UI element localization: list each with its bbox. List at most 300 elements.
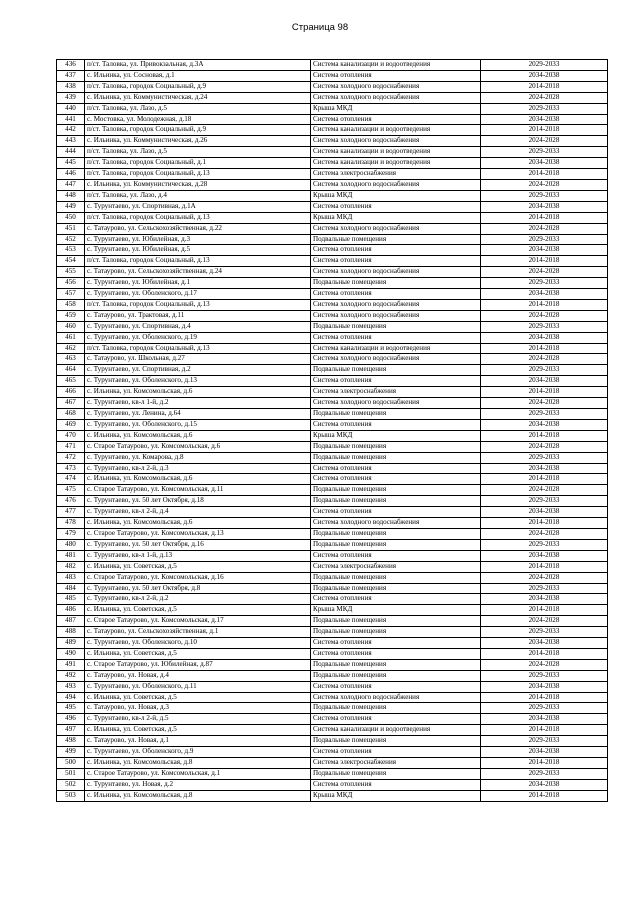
address-cell: с. Ильинка, ул. Комсомольская, д.6 <box>85 430 311 441</box>
table-row <box>57 528 608 539</box>
period-cell: 2024-2028 <box>481 310 608 321</box>
system-cell: Система холодного водоснабжения <box>311 81 481 92</box>
row-number-cell: 458 <box>57 299 85 310</box>
address-cell: с. Татаурово, ул. Сельскохозяйственная, д.24 <box>85 267 311 278</box>
row-number-cell: 471 <box>57 441 85 452</box>
row-number-cell: 488 <box>57 627 85 638</box>
system-cell: Система холодного водоснабжения <box>311 299 481 310</box>
table-row <box>57 365 608 376</box>
row-number-cell: 473 <box>57 463 85 474</box>
period-cell: 2029-2033 <box>481 452 608 463</box>
address-cell: с. Ильинка, ул. Советская, д.5 <box>85 561 311 572</box>
table-row <box>57 321 608 332</box>
row-number-cell: 437 <box>57 70 85 81</box>
table-row <box>57 92 608 103</box>
system-cell: Система отопления <box>311 550 481 561</box>
table-row <box>57 583 608 594</box>
row-number-cell: 472 <box>57 452 85 463</box>
table-row <box>57 147 608 158</box>
period-cell: 2029-2033 <box>481 539 608 550</box>
period-cell: 2034-2038 <box>481 747 608 758</box>
table-row <box>57 125 608 136</box>
period-cell: 2034-2038 <box>481 158 608 169</box>
period-cell: 2034-2038 <box>481 245 608 256</box>
system-cell: Система холодного водоснабжения <box>311 136 481 147</box>
address-cell: с. Турунтаево, ул. Юбилейная, д.3 <box>85 234 311 245</box>
row-number-cell: 444 <box>57 147 85 158</box>
system-cell: Система холодного водоснабжения <box>311 354 481 365</box>
period-cell: 2034-2038 <box>481 289 608 300</box>
table-row <box>57 267 608 278</box>
period-cell: 2029-2033 <box>481 736 608 747</box>
table-row <box>57 670 608 681</box>
table-row <box>57 136 608 147</box>
table-row <box>57 616 608 627</box>
period-cell: 2029-2033 <box>481 60 608 71</box>
table-row <box>57 103 608 114</box>
row-number-cell: 491 <box>57 659 85 670</box>
address-cell: с. Ильинка, ул. Советская, д.5 <box>85 605 311 616</box>
table-row <box>57 430 608 441</box>
table-row <box>57 278 608 289</box>
period-cell: 2014-2018 <box>481 343 608 354</box>
period-cell: 2029-2033 <box>481 703 608 714</box>
row-number-cell: 497 <box>57 725 85 736</box>
system-cell: Подвальные помещения <box>311 539 481 550</box>
system-cell: Система отопления <box>311 201 481 212</box>
address-cell: с. Турунтаево, ул. Спортивная, д.2 <box>85 365 311 376</box>
row-number-cell: 449 <box>57 201 85 212</box>
table-row <box>57 70 608 81</box>
row-number-cell: 461 <box>57 332 85 343</box>
row-number-cell: 478 <box>57 518 85 529</box>
address-cell: с. Старое Татаурово, ул. Комсомольская, д.17 <box>85 616 311 627</box>
period-cell: 2034-2038 <box>481 779 608 790</box>
period-cell: 2034-2038 <box>481 714 608 725</box>
row-number-cell: 466 <box>57 387 85 398</box>
row-number-cell: 502 <box>57 779 85 790</box>
row-number-cell: 469 <box>57 419 85 430</box>
period-cell: 2024-2028 <box>481 354 608 365</box>
period-cell: 2014-2018 <box>481 474 608 485</box>
address-cell: с. Татаурово, ул. Новая, д.3 <box>85 703 311 714</box>
system-cell: Подвальные помещения <box>311 496 481 507</box>
row-number-cell: 503 <box>57 790 85 801</box>
table-row <box>57 234 608 245</box>
table-row <box>57 714 608 725</box>
system-cell: Система отопления <box>311 114 481 125</box>
period-cell: 2024-2028 <box>481 136 608 147</box>
table-row <box>57 496 608 507</box>
row-number-cell: 453 <box>57 245 85 256</box>
address-cell: с. Турунтаево, кв-л 2-й, д.4 <box>85 507 311 518</box>
table-row <box>57 605 608 616</box>
period-cell: 2029-2033 <box>481 670 608 681</box>
row-number-cell: 454 <box>57 256 85 267</box>
table-row <box>57 419 608 430</box>
address-cell: п/ст. Таловка, городок Социальный, д.13 <box>85 212 311 223</box>
system-cell: Система холодного водоснабжения <box>311 518 481 529</box>
system-cell: Система отопления <box>311 332 481 343</box>
period-cell: 2014-2018 <box>481 430 608 441</box>
address-cell: с. Турунтаево, ул. Оболенского, д.17 <box>85 289 311 300</box>
address-cell: с. Ильинка, ул. Сосновая, д.1 <box>85 70 311 81</box>
row-number-cell: 499 <box>57 747 85 758</box>
address-cell: с. Турунтаево, ул. Спортивная, д.1А <box>85 201 311 212</box>
address-cell: п/ст. Таловка, городок Социальный, д.9 <box>85 81 311 92</box>
table-row <box>57 245 608 256</box>
system-cell: Система отопления <box>311 289 481 300</box>
row-number-cell: 446 <box>57 169 85 180</box>
period-cell: 2029-2033 <box>481 234 608 245</box>
period-cell: 2014-2018 <box>481 758 608 769</box>
table-row <box>57 179 608 190</box>
address-cell: с. Ильинка, ул. Коммунистическая, д.28 <box>85 179 311 190</box>
period-cell: 2034-2038 <box>481 114 608 125</box>
system-cell: Система электроснабжения <box>311 561 481 572</box>
period-cell: 2014-2018 <box>481 692 608 703</box>
system-cell: Крыша МКД <box>311 605 481 616</box>
period-cell: 2014-2018 <box>481 299 608 310</box>
system-cell: Система холодного водоснабжения <box>311 692 481 703</box>
period-cell: 2024-2028 <box>481 92 608 103</box>
table-row <box>57 703 608 714</box>
system-cell: Система электроснабжения <box>311 387 481 398</box>
row-number-cell: 484 <box>57 583 85 594</box>
row-number-cell: 498 <box>57 736 85 747</box>
system-cell: Крыша МКД <box>311 190 481 201</box>
period-cell: 2014-2018 <box>481 256 608 267</box>
system-cell: Система канализации и водоотведения <box>311 60 481 71</box>
period-cell: 2024-2028 <box>481 528 608 539</box>
row-number-cell: 442 <box>57 125 85 136</box>
address-cell: п/ст. Таловка, ул. Лазо, д.5 <box>85 147 311 158</box>
system-cell: Подвальные помещения <box>311 659 481 670</box>
address-cell: с. Турунтаево, ул. 50 лет Октября, д.16 <box>85 539 311 550</box>
table-row <box>57 81 608 92</box>
row-number-cell: 489 <box>57 638 85 649</box>
table-row <box>57 463 608 474</box>
row-number-cell: 436 <box>57 60 85 71</box>
period-cell: 2029-2033 <box>481 768 608 779</box>
address-cell: с. Старое Татаурово, ул. Комсомольская, д.11 <box>85 485 311 496</box>
period-cell: 2029-2033 <box>481 365 608 376</box>
address-cell: с. Турунтаево, ул. Оболенского, д.9 <box>85 747 311 758</box>
table-row <box>57 779 608 790</box>
system-cell: Система отопления <box>311 376 481 387</box>
address-cell: с. Турунтаево, ул. Ленина, д.64 <box>85 409 311 420</box>
period-cell: 2014-2018 <box>481 605 608 616</box>
period-cell: 2034-2038 <box>481 681 608 692</box>
row-number-cell: 481 <box>57 550 85 561</box>
system-cell: Система отопления <box>311 747 481 758</box>
period-cell: 2024-2028 <box>481 223 608 234</box>
period-cell: 2029-2033 <box>481 278 608 289</box>
system-cell: Система отопления <box>311 463 481 474</box>
address-cell: п/ст. Таловка, ул. Лазо, д.5 <box>85 103 311 114</box>
address-cell: с. Турунтаево, кв-л 1-й, д.13 <box>85 550 311 561</box>
table-row <box>57 648 608 659</box>
address-cell: с. Турунтаево, ул. Оболенского, д.13 <box>85 376 311 387</box>
system-cell: Система холодного водоснабжения <box>311 398 481 409</box>
address-cell: п/ст. Таловка, городок Социальный, д.13 <box>85 169 311 180</box>
address-cell: с. Ильинка, ул. Комсомольская, д.6 <box>85 474 311 485</box>
row-number-cell: 500 <box>57 758 85 769</box>
system-cell: Подвальные помещения <box>311 278 481 289</box>
table-row <box>57 539 608 550</box>
system-cell: Подвальные помещения <box>311 572 481 583</box>
address-cell: с. Ильинка, ул. Советская, д.5 <box>85 725 311 736</box>
row-number-cell: 493 <box>57 681 85 692</box>
row-number-cell: 494 <box>57 692 85 703</box>
row-number-cell: 445 <box>57 158 85 169</box>
address-cell: с. Турунтаево, ул. Спортивная, д.4 <box>85 321 311 332</box>
table-row <box>57 190 608 201</box>
address-cell: с. Турунтаево, кв-л 1-й, д.2 <box>85 398 311 409</box>
row-number-cell: 455 <box>57 267 85 278</box>
row-number-cell: 463 <box>57 354 85 365</box>
period-cell: 2034-2038 <box>481 419 608 430</box>
table-body <box>57 60 608 802</box>
table-row <box>57 692 608 703</box>
period-cell: 2014-2018 <box>481 81 608 92</box>
row-number-cell: 501 <box>57 768 85 779</box>
address-cell: с. Турунтаево, ул. Юбилейная, д.1 <box>85 278 311 289</box>
address-cell: с. Ильинка, ул. Советская, д.5 <box>85 648 311 659</box>
page-number-header: Страница 98 <box>291 22 349 33</box>
period-cell: 2029-2033 <box>481 321 608 332</box>
row-number-cell: 438 <box>57 81 85 92</box>
address-cell: с. Ильинка, ул. Комсомольская, д.6 <box>85 518 311 529</box>
address-cell: с. Татаурово, ул. Трактовая, д.11 <box>85 310 311 321</box>
system-cell: Система отопления <box>311 256 481 267</box>
table-row <box>57 736 608 747</box>
system-cell: Крыша МКД <box>311 430 481 441</box>
row-number-cell: 496 <box>57 714 85 725</box>
address-cell: п/ст. Таловка, городок Социальный, д.1 <box>85 158 311 169</box>
row-number-cell: 440 <box>57 103 85 114</box>
period-cell: 2034-2038 <box>481 638 608 649</box>
row-number-cell: 495 <box>57 703 85 714</box>
address-cell: с. Турунтаево, ул. Оболенского, д.15 <box>85 419 311 430</box>
table-row <box>57 158 608 169</box>
table-row <box>57 474 608 485</box>
row-number-cell: 480 <box>57 539 85 550</box>
system-cell: Система канализации и водоотведения <box>311 158 481 169</box>
system-cell: Подвальные помещения <box>311 365 481 376</box>
table-row <box>57 627 608 638</box>
system-cell: Подвальные помещения <box>311 409 481 420</box>
address-cell: с. Татаурово, ул. Сельскохозяйственная, д.22 <box>85 223 311 234</box>
system-cell: Система отопления <box>311 245 481 256</box>
system-cell: Система отопления <box>311 714 481 725</box>
period-cell: 2034-2038 <box>481 463 608 474</box>
system-cell: Крыша МКД <box>311 103 481 114</box>
period-cell: 2024-2028 <box>481 267 608 278</box>
table-row <box>57 441 608 452</box>
table-row <box>57 725 608 736</box>
system-cell: Система холодного водоснабжения <box>311 223 481 234</box>
address-cell: с. Турунтаево, ул. Оболенского, д.19 <box>85 332 311 343</box>
address-cell: с. Турунтаево, ул. Оболенского, д.11 <box>85 681 311 692</box>
system-cell: Система электроснабжения <box>311 169 481 180</box>
address-cell: с. Татаурово, ул. Новая, д.1 <box>85 736 311 747</box>
table-row <box>57 332 608 343</box>
address-cell: с. Мостовка, ул. Молодежная, д.18 <box>85 114 311 125</box>
period-cell: 2014-2018 <box>481 169 608 180</box>
address-cell: п/ст. Таловка, ул. Лазо, д.4 <box>85 190 311 201</box>
system-cell: Система отопления <box>311 594 481 605</box>
system-cell: Подвальные помещения <box>311 768 481 779</box>
row-number-cell: 452 <box>57 234 85 245</box>
system-cell: Крыша МКД <box>311 212 481 223</box>
period-cell: 2034-2038 <box>481 70 608 81</box>
address-cell: с. Турунтаево, ул. Юбилейная, д.5 <box>85 245 311 256</box>
period-cell: 2029-2033 <box>481 103 608 114</box>
housing-repair-table <box>56 59 608 802</box>
address-cell: с. Турунтаево, ул. 50 лет Октября, д.18 <box>85 496 311 507</box>
address-cell: п/ст. Таловка, городок Социальный, д.9 <box>85 125 311 136</box>
row-number-cell: 448 <box>57 190 85 201</box>
row-number-cell: 482 <box>57 561 85 572</box>
address-cell: с. Ильинка, ул. Комсомольская, д.6 <box>85 387 311 398</box>
period-cell: 2024-2028 <box>481 485 608 496</box>
row-number-cell: 483 <box>57 572 85 583</box>
table-row <box>57 256 608 267</box>
period-cell: 2014-2018 <box>481 790 608 801</box>
period-cell: 2024-2028 <box>481 659 608 670</box>
system-cell: Подвальные помещения <box>311 234 481 245</box>
row-number-cell: 474 <box>57 474 85 485</box>
system-cell: Подвальные помещения <box>311 670 481 681</box>
system-cell: Система отопления <box>311 638 481 649</box>
address-cell: п/ст. Таловка, ул. Привокзальная, д.3А <box>85 60 311 71</box>
row-number-cell: 490 <box>57 648 85 659</box>
period-cell: 2034-2038 <box>481 507 608 518</box>
table-row <box>57 310 608 321</box>
period-cell: 2029-2033 <box>481 496 608 507</box>
row-number-cell: 485 <box>57 594 85 605</box>
address-cell: с. Ильинка, ул. Комсомольская, д.8 <box>85 790 311 801</box>
table-row <box>57 768 608 779</box>
period-cell: 2034-2038 <box>481 201 608 212</box>
table-row <box>57 790 608 801</box>
table-row <box>57 169 608 180</box>
system-cell: Система канализации и водоотведения <box>311 343 481 354</box>
table-row <box>57 681 608 692</box>
system-cell: Подвальные помещения <box>311 321 481 332</box>
table-row <box>57 376 608 387</box>
system-cell: Система отопления <box>311 419 481 430</box>
period-cell: 2014-2018 <box>481 212 608 223</box>
address-cell: с. Татаурово, ул. Новая, д.4 <box>85 670 311 681</box>
row-number-cell: 492 <box>57 670 85 681</box>
address-cell: с. Турунтаево, ул. Комарова, д.8 <box>85 452 311 463</box>
row-number-cell: 451 <box>57 223 85 234</box>
table-row <box>57 299 608 310</box>
table-row <box>57 572 608 583</box>
row-number-cell: 475 <box>57 485 85 496</box>
address-cell: п/ст. Таловка, городок Социальный, д.13 <box>85 256 311 267</box>
period-cell: 2024-2028 <box>481 616 608 627</box>
row-number-cell: 470 <box>57 430 85 441</box>
table-row <box>57 223 608 234</box>
address-cell: с. Турунтаево, кв-л 2-й, д.2 <box>85 594 311 605</box>
row-number-cell: 439 <box>57 92 85 103</box>
period-cell: 2014-2018 <box>481 518 608 529</box>
system-cell: Подвальные помещения <box>311 616 481 627</box>
period-cell: 2014-2018 <box>481 648 608 659</box>
period-cell: 2029-2033 <box>481 190 608 201</box>
system-cell: Система холодного водоснабжения <box>311 310 481 321</box>
address-cell: с. Турунтаево, кв-л 2-й, д.5 <box>85 714 311 725</box>
system-cell: Подвальные помещения <box>311 703 481 714</box>
table-row <box>57 485 608 496</box>
period-cell: 2024-2028 <box>481 441 608 452</box>
period-cell: 2034-2038 <box>481 376 608 387</box>
table-row <box>57 758 608 769</box>
period-cell: 2029-2033 <box>481 627 608 638</box>
period-cell: 2014-2018 <box>481 125 608 136</box>
row-number-cell: 467 <box>57 398 85 409</box>
period-cell: 2024-2028 <box>481 398 608 409</box>
address-cell: п/ст. Таловка, городок Социальный, д.13 <box>85 299 311 310</box>
system-cell: Система отопления <box>311 648 481 659</box>
table-row <box>57 550 608 561</box>
row-number-cell: 457 <box>57 289 85 300</box>
table-row <box>57 518 608 529</box>
address-cell: с. Турунтаево, кв-л 2-й, д.3 <box>85 463 311 474</box>
period-cell: 2029-2033 <box>481 147 608 158</box>
system-cell: Подвальные помещения <box>311 627 481 638</box>
system-cell: Система отопления <box>311 779 481 790</box>
row-number-cell: 464 <box>57 365 85 376</box>
table-row <box>57 289 608 300</box>
table-row <box>57 638 608 649</box>
period-cell: 2034-2038 <box>481 550 608 561</box>
table-row <box>57 354 608 365</box>
address-cell: с. Ильинка, ул. Советская, д.5 <box>85 692 311 703</box>
table-row <box>57 594 608 605</box>
row-number-cell: 487 <box>57 616 85 627</box>
row-number-cell: 477 <box>57 507 85 518</box>
table-row <box>57 409 608 420</box>
table-row <box>57 343 608 354</box>
system-cell: Подвальные помещения <box>311 736 481 747</box>
system-cell: Система холодного водоснабжения <box>311 179 481 190</box>
address-cell: с. Старое Татаурово, ул. Комсомольская, д.13 <box>85 528 311 539</box>
table-row <box>57 398 608 409</box>
table-row <box>57 452 608 463</box>
period-cell: 2029-2033 <box>481 409 608 420</box>
system-cell: Подвальные помещения <box>311 583 481 594</box>
table-row <box>57 659 608 670</box>
system-cell: Подвальные помещения <box>311 485 481 496</box>
system-cell: Система холодного водоснабжения <box>311 92 481 103</box>
row-number-cell: 462 <box>57 343 85 354</box>
period-cell: 2034-2038 <box>481 332 608 343</box>
system-cell: Подвальные помещения <box>311 441 481 452</box>
period-cell: 2034-2038 <box>481 594 608 605</box>
address-cell: с. Турунтаево, ул. 50 лет Октября, д.8 <box>85 583 311 594</box>
row-number-cell: 459 <box>57 310 85 321</box>
period-cell: 2014-2018 <box>481 725 608 736</box>
row-number-cell: 476 <box>57 496 85 507</box>
row-number-cell: 443 <box>57 136 85 147</box>
address-cell: п/ст. Таловка, городок Социальный, д.13 <box>85 343 311 354</box>
address-cell: с. Старое Татаурово, ул. Комсомольская, д.16 <box>85 572 311 583</box>
table-row <box>57 60 608 71</box>
